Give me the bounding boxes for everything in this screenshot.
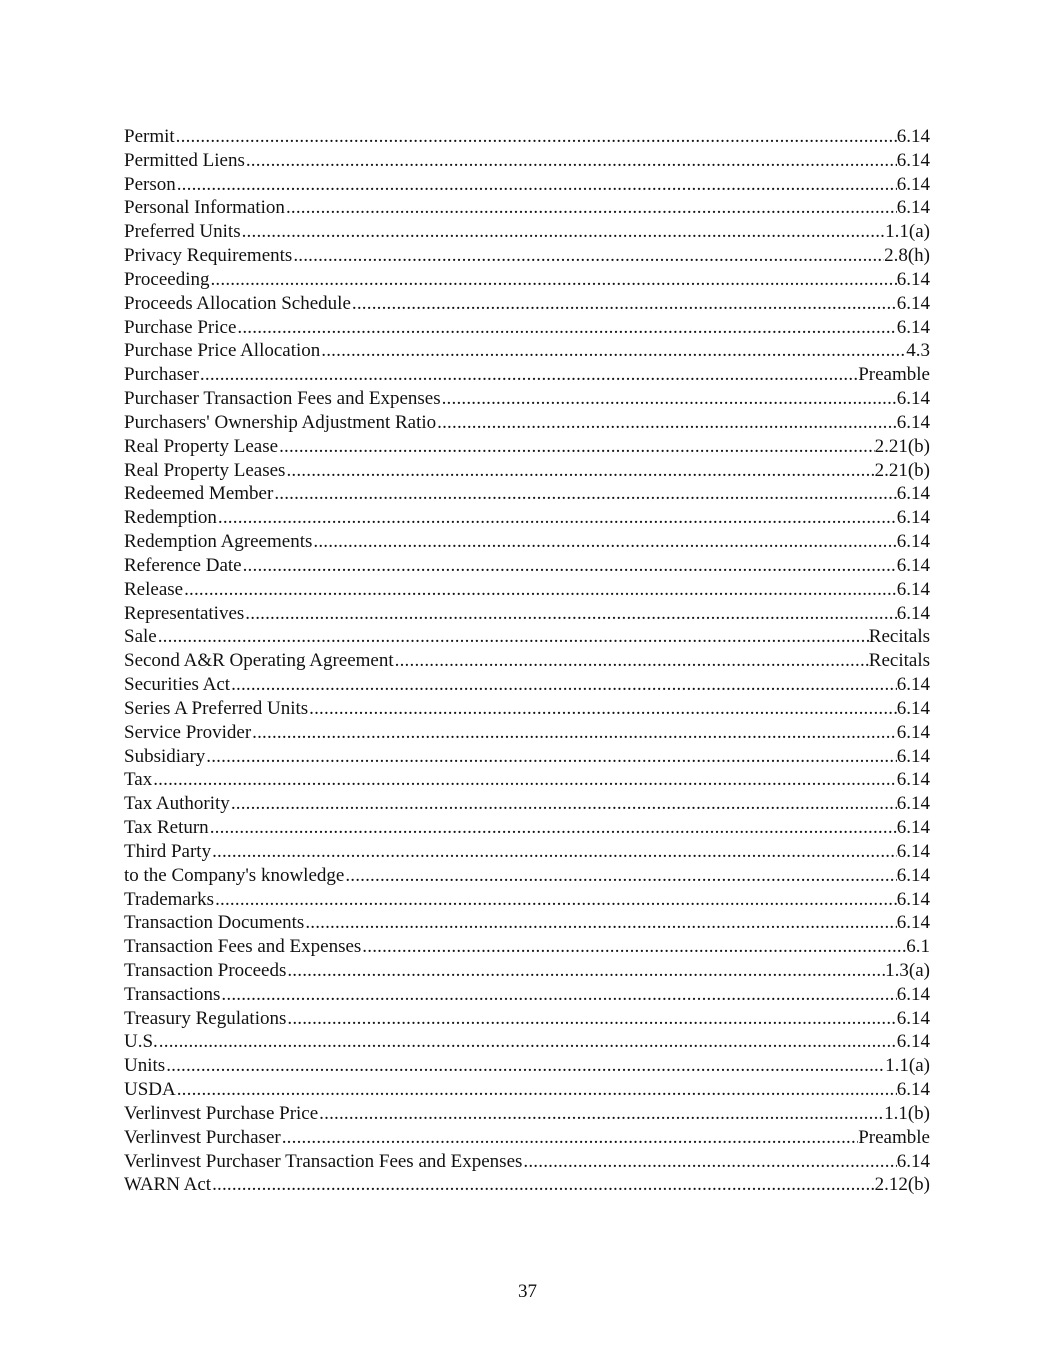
index-term: Permit <box>124 126 175 147</box>
section-reference: 6.14 <box>896 1150 930 1172</box>
section-reference: 6.14 <box>896 983 930 1005</box>
index-entry <box>124 196 930 220</box>
dot-leader <box>308 697 897 721</box>
dot-leader <box>158 1030 897 1054</box>
index-entry <box>124 482 930 506</box>
section-reference: 6.14 <box>896 197 930 219</box>
index-term: Series A Preferred Units <box>124 697 309 719</box>
index-term: Securities Act <box>124 674 231 696</box>
section-reference: 6.14 <box>896 149 930 171</box>
index-term: Verlinvest Purchaser Transaction Fees and Expenses <box>124 1150 523 1172</box>
section-reference: 6.14 <box>896 316 930 338</box>
index-term: Privacy Requirements <box>124 245 293 267</box>
dot-leader <box>286 959 885 983</box>
index-entry <box>124 363 930 387</box>
section-reference: 6.14 <box>896 292 930 314</box>
index-entry <box>124 506 930 530</box>
section-reference: 2.8(h) <box>884 245 930 267</box>
section-reference: 6.1 <box>906 936 930 958</box>
index-term: Reference Date <box>124 554 242 576</box>
index-entry <box>124 459 930 483</box>
section-reference: Recitals <box>868 626 930 648</box>
section-reference: 6.14 <box>896 554 930 576</box>
index-term: Verlinvest Purchaser <box>124 1126 281 1148</box>
index-entry <box>124 578 930 602</box>
index-entry <box>124 554 930 578</box>
dot-leader <box>318 1102 884 1126</box>
index-entry <box>124 745 930 769</box>
index-entry <box>124 220 930 244</box>
index-term: Purchaser Transaction Fees and Expenses <box>124 388 441 410</box>
dot-leader <box>436 411 897 435</box>
index-term: Purchasers' Ownership Adjustment Ratio <box>124 411 437 433</box>
dot-leader <box>152 768 897 792</box>
index-term: Proceeds Allocation Schedule <box>124 292 351 314</box>
section-reference: 6.14 <box>896 483 930 505</box>
section-reference: 6.14 <box>896 531 930 553</box>
dot-leader <box>242 554 897 578</box>
dot-leader <box>209 268 896 292</box>
index-term: Permitted Liens <box>124 149 245 171</box>
index-term: Preferred Units <box>124 221 241 243</box>
dot-leader <box>211 840 897 864</box>
index-term: Transactions <box>124 983 221 1005</box>
index-entry <box>124 292 930 316</box>
index-term: Treasury Regulations <box>124 1007 287 1029</box>
dot-leader <box>230 673 897 697</box>
section-reference: 6.14 <box>896 173 930 195</box>
section-reference: 6.14 <box>896 912 930 934</box>
dot-leader <box>236 316 896 340</box>
index-entry <box>124 1078 930 1102</box>
section-reference: 6.14 <box>896 840 930 862</box>
index-term: Trademarks <box>124 888 215 910</box>
section-reference: 6.14 <box>896 388 930 410</box>
index-term: Proceeding <box>124 268 210 290</box>
index-entry <box>124 435 930 459</box>
dot-leader <box>245 149 897 173</box>
dot-leader <box>304 911 896 935</box>
index-term: Transaction Documents <box>124 912 305 934</box>
index-term: Real Property Lease <box>124 435 279 457</box>
section-reference: 6.14 <box>896 578 930 600</box>
index-entry <box>124 173 930 197</box>
index-entry <box>124 697 930 721</box>
dot-leader <box>312 530 896 554</box>
index-entry <box>124 125 930 149</box>
index-term: Personal Information <box>124 197 285 219</box>
index-term: Transaction Fees and Expenses <box>124 936 362 958</box>
dot-leader <box>183 578 897 602</box>
section-reference: 6.14 <box>896 411 930 433</box>
index-term: to the Company's knowledge <box>124 864 345 886</box>
section-reference: Recitals <box>868 650 930 672</box>
index-term: Subsidiary <box>124 745 206 767</box>
section-reference: 1.1(a) <box>885 221 930 243</box>
dot-leader <box>157 625 869 649</box>
index-entry <box>124 1150 930 1174</box>
section-reference: 2.21(b) <box>874 459 930 481</box>
index-term: Third Party <box>124 840 212 862</box>
index-entry <box>124 888 930 912</box>
index-term: Redemption <box>124 507 217 529</box>
index-term: Verlinvest Purchase Price <box>124 1102 319 1124</box>
index-term: Units <box>124 1055 166 1077</box>
dot-leader <box>344 864 896 888</box>
section-reference: 6.14 <box>896 1007 930 1029</box>
section-reference: 1.1(a) <box>885 1055 930 1077</box>
index-term: Redeemed Member <box>124 483 274 505</box>
index-term: Sale <box>124 626 157 648</box>
section-reference: 6.14 <box>896 864 930 886</box>
index-term: Purchase Price Allocation <box>124 340 321 362</box>
dot-leader <box>244 602 896 626</box>
index-entry <box>124 1173 930 1197</box>
dot-leader <box>286 1007 896 1031</box>
section-reference: 6.14 <box>896 888 930 910</box>
dot-leader <box>441 387 897 411</box>
dot-leader <box>230 792 897 816</box>
dot-leader <box>285 196 897 220</box>
page-number: 37 <box>518 1281 537 1302</box>
index-term: U.S. <box>124 1031 158 1053</box>
index-entry <box>124 244 930 268</box>
index-entry <box>124 316 930 340</box>
index-entry <box>124 673 930 697</box>
index-entry <box>124 387 930 411</box>
dot-leader <box>278 435 875 459</box>
defined-terms-index <box>124 125 930 1197</box>
section-reference: 6.14 <box>896 268 930 290</box>
section-reference: 2.12(b) <box>874 1174 930 1196</box>
dot-leader <box>351 292 897 316</box>
section-reference: 6.14 <box>896 793 930 815</box>
index-term: Tax Authority <box>124 793 230 815</box>
index-entry <box>124 983 930 1007</box>
index-entry <box>124 1126 930 1150</box>
section-reference: 6.14 <box>896 602 930 624</box>
index-term: Person <box>124 173 176 195</box>
index-term: Purchaser <box>124 364 199 386</box>
index-term: Release <box>124 578 184 600</box>
section-reference: Preamble <box>858 1126 930 1148</box>
section-reference: 6.14 <box>896 721 930 743</box>
dot-leader <box>251 721 897 745</box>
dot-leader <box>361 935 906 959</box>
section-reference: 6.14 <box>896 126 930 147</box>
dot-leader <box>176 1078 897 1102</box>
index-entry <box>124 1102 930 1126</box>
dot-leader <box>209 816 897 840</box>
index-entry <box>124 1030 930 1054</box>
index-entry <box>124 816 930 840</box>
section-reference: 6.14 <box>896 769 930 791</box>
section-reference: 6.14 <box>896 674 930 696</box>
section-reference: 6.14 <box>896 817 930 839</box>
index-term: Tax Return <box>124 817 209 839</box>
index-entry <box>124 268 930 292</box>
dot-leader <box>320 339 906 363</box>
dot-leader <box>285 459 874 483</box>
section-reference: 6.14 <box>896 1079 930 1101</box>
index-entry <box>124 411 930 435</box>
index-entry <box>124 768 930 792</box>
dot-leader <box>217 506 897 530</box>
index-entry <box>124 792 930 816</box>
dot-leader <box>214 888 897 912</box>
index-term: Real Property Leases <box>124 459 286 481</box>
index-term: Representatives <box>124 602 245 624</box>
index-entry <box>124 935 930 959</box>
index-entry <box>124 721 930 745</box>
dot-leader <box>175 125 897 149</box>
index-term: Redemption Agreements <box>124 531 313 553</box>
section-reference: Preamble <box>858 364 930 386</box>
index-term: WARN Act <box>124 1174 212 1196</box>
index-entry <box>124 864 930 888</box>
dot-leader <box>273 482 896 506</box>
dot-leader <box>205 745 896 769</box>
index-entry <box>124 649 930 673</box>
index-term: Purchase Price <box>124 316 237 338</box>
section-reference: 1.1(b) <box>884 1102 930 1124</box>
dot-leader <box>220 983 896 1007</box>
index-entry <box>124 625 930 649</box>
section-reference: 1.3(a) <box>885 959 930 981</box>
section-reference: 6.14 <box>896 1031 930 1053</box>
index-entry <box>124 602 930 626</box>
dot-leader <box>176 173 897 197</box>
dot-leader <box>211 1173 875 1197</box>
index-term: Service Provider <box>124 721 252 743</box>
section-reference: 4.3 <box>906 340 930 362</box>
section-reference: 6.14 <box>896 697 930 719</box>
index-term: USDA <box>124 1079 176 1101</box>
index-term: Tax <box>124 769 153 791</box>
dot-leader <box>522 1150 896 1174</box>
index-entry <box>124 959 930 983</box>
index-term: Second A&R Operating Agreement <box>124 650 394 672</box>
dot-leader <box>281 1126 859 1150</box>
dot-leader <box>165 1054 885 1078</box>
section-reference: 2.21(b) <box>874 435 930 457</box>
index-entry <box>124 1054 930 1078</box>
section-reference: 6.14 <box>896 507 930 529</box>
dot-leader <box>199 363 858 387</box>
dot-leader <box>292 244 884 268</box>
index-entry <box>124 1007 930 1031</box>
section-reference: 6.14 <box>896 745 930 767</box>
index-entry <box>124 149 930 173</box>
dot-leader <box>241 220 886 244</box>
dot-leader <box>394 649 869 673</box>
index-term: Transaction Proceeds <box>124 959 287 981</box>
index-entry <box>124 840 930 864</box>
index-entry <box>124 339 930 363</box>
index-entry <box>124 911 930 935</box>
index-entry <box>124 530 930 554</box>
